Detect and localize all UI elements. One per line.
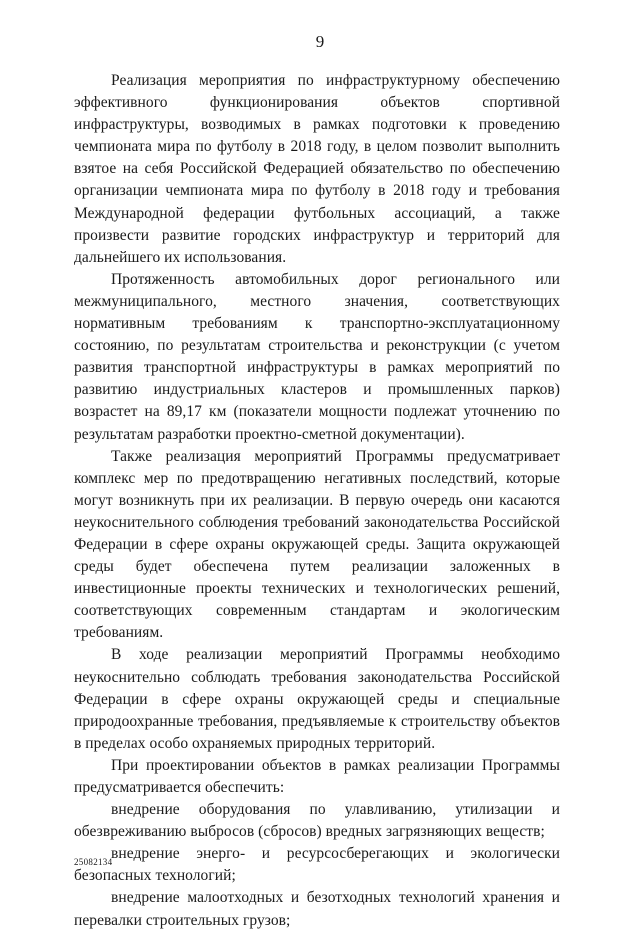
paragraph-design-intro: При проектировании объектов в рамках реализации Программы предусматривается обеспечить:: [74, 756, 560, 796]
paragraph-environmental-requirements: В ходе реализации мероприятий Программы необходимо неукоснительно соблюдать требования законодательства Российской Федерации в сфере охраны окружающей среды и специальные природоохранные требования, предъявляемые к строительству объектов в пределах особо охраняемых природных территорий.: [74, 646, 560, 752]
paragraph-infrastructure-support: Реализация мероприятия по инфраструктурному обеспечению эффективного функционирования объектов спортивной инфраструктуры, возводимых в рамках подготовки к проведению чемпионата мира по футболу в 2018 году, в целом позволит выполнить взятое на себя Российской Федерацией обязательство по обеспечению организации чемпионата мира по футболу в 2018 году и требования Международной федерации футбольных ассоциаций, а также произвести развитие городских инфраструктур и территорий для дальнейшего их использования.: [74, 72, 560, 266]
document-body: [74, 70, 560, 932]
list-item-low-waste: внедрение малоотходных и безотходных технологий хранения и перевалки строительных грузов;: [74, 889, 560, 929]
document-code: 25082134: [74, 857, 113, 867]
paragraph-negative-consequences: Также реализация мероприятий Программы предусматривает комплекс мер по предотвращению негативных последствий, которые могут возникнуть при их реализации. В первую очередь они касаются неукоснительного соблюдения требований законодательства Российской Федерации в сфере охраны окружающей среды. Защита окружающей среды будет обеспечена путем реализации заложенных в инвестиционные проекты технических и технологических решений, соответствующих современным стандартам и экологическим требованиям.: [74, 447, 560, 642]
list-item-emission-equipment: внедрение оборудования по улавливанию, утилизации и обезвреживанию выбросов (сбросов) вредных загрязняющих веществ;: [74, 801, 560, 841]
list-item-energy-saving: внедрение энерго- и ресурсосберегающих и экологически безопасных технологий;: [74, 845, 560, 885]
page-number: 9: [315, 32, 325, 51]
paragraph-road-length: Протяженность автомобильных дорог регионального или межмуниципального, местного значения, соответствующих нормативным требованиям к транспортно-эксплуатационному состоянию, по результатам строительства и реконструкции (с учетом развития транспортной инфраструктуры в рамках мероприятий по развитию индустриальных кластеров и промышленных парков) возрастет на 89,17 км (показатели мощности подлежат уточнению по результатам разработки проектно-сметной документации).: [74, 270, 560, 443]
